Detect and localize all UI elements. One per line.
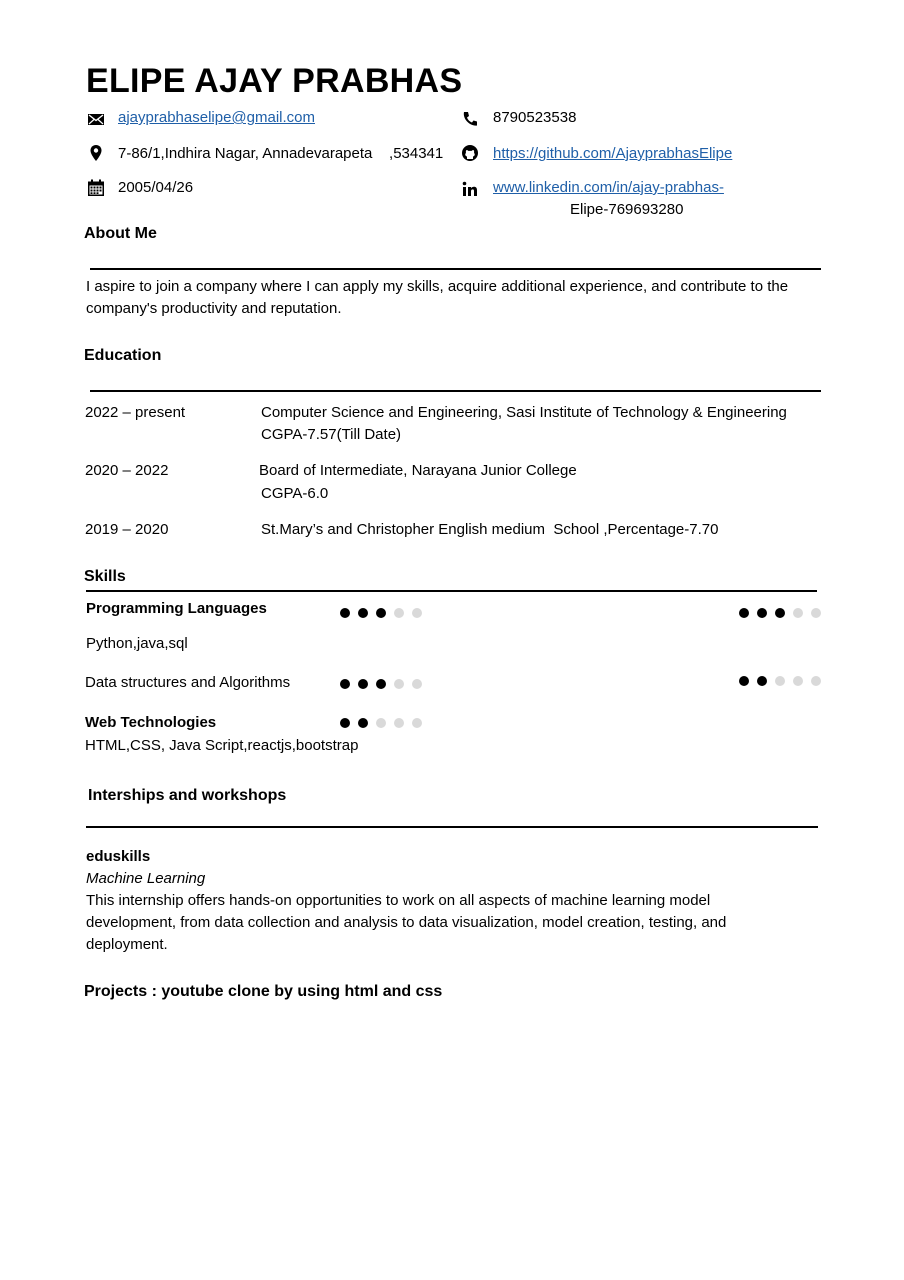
phone-icon bbox=[461, 110, 479, 128]
internship-title: Machine Learning bbox=[86, 870, 206, 887]
education-grade: CGPA-6.0 bbox=[261, 485, 329, 502]
rating-dot-filled bbox=[340, 608, 350, 618]
education-institution: Board of Intermediate, Narayana Junior College bbox=[259, 462, 577, 479]
rating-dot-empty bbox=[412, 679, 422, 689]
rating-dot-filled bbox=[358, 679, 368, 689]
education-grade: CGPA-7.57(Till Date) bbox=[261, 426, 402, 443]
envelope-icon bbox=[87, 110, 105, 128]
rating-dot-filled bbox=[739, 676, 749, 686]
skill-rating bbox=[340, 718, 422, 728]
rating-dot-empty bbox=[793, 676, 803, 686]
rating-dot-filled bbox=[358, 608, 368, 618]
skill-label: Data structures and Algorithms bbox=[85, 674, 291, 691]
linkedin-link[interactable]: www.linkedin.com/in/ajay-prabhas- bbox=[493, 179, 724, 196]
github-icon bbox=[461, 144, 479, 162]
skills-divider bbox=[86, 590, 817, 592]
rating-dot-empty bbox=[811, 608, 821, 618]
internships-divider bbox=[86, 826, 818, 828]
rating-dot-filled bbox=[340, 718, 350, 728]
internships-heading: Interships and workshops bbox=[88, 787, 287, 804]
github-link[interactable]: https://github.com/AjayprabhasElipe bbox=[493, 145, 733, 162]
rating-dot-filled bbox=[358, 718, 368, 728]
rating-dot-filled bbox=[757, 608, 767, 618]
rating-dot-empty bbox=[811, 676, 821, 686]
internship-org: eduskills bbox=[86, 848, 151, 865]
education-institution: St.Mary’s and Christopher English medium School ,Percentage-7.70 bbox=[261, 521, 719, 538]
education-period: 2019 – 2020 bbox=[85, 521, 169, 538]
location-pin-icon bbox=[87, 144, 105, 162]
about-heading: About Me bbox=[84, 225, 157, 242]
rating-dot-empty bbox=[394, 608, 404, 618]
projects-line: Projects : youtube clone by using html and css bbox=[84, 983, 443, 1000]
rating-dot-empty bbox=[412, 718, 422, 728]
rating-dot-empty bbox=[376, 718, 386, 728]
linkedin-link-continuation: Elipe-769693280 bbox=[570, 201, 684, 218]
rating-dot-empty bbox=[394, 718, 404, 728]
education-period: 2020 – 2022 bbox=[85, 462, 169, 479]
skill-label: Programming Languages bbox=[86, 600, 267, 617]
date-of-birth: 2005/04/26 bbox=[118, 179, 194, 196]
email-link[interactable]: ajayprabhaselipe@gmail.com bbox=[118, 109, 315, 126]
calendar-icon bbox=[87, 179, 105, 197]
linkedin-icon bbox=[461, 180, 479, 198]
rating-dot-filled bbox=[775, 608, 785, 618]
skill-rating bbox=[340, 608, 422, 618]
rating-dot-filled bbox=[376, 679, 386, 689]
skill-detail: Python,java,sql bbox=[86, 635, 188, 652]
resume-name: ELIPE AJAY PRABHAS bbox=[86, 62, 463, 100]
rating-dot-filled bbox=[340, 679, 350, 689]
rating-dot-empty bbox=[775, 676, 785, 686]
education-period: 2022 – present bbox=[85, 404, 186, 421]
rating-dot-empty bbox=[394, 679, 404, 689]
about-text: I aspire to join a company where I can apply my skills, acquire additional experience, and contribute to the company's productivity and reputation. bbox=[86, 278, 789, 317]
skill-rating-secondary bbox=[739, 676, 821, 686]
about-divider bbox=[90, 268, 821, 270]
rating-dot-filled bbox=[757, 676, 767, 686]
education-heading: Education bbox=[84, 347, 162, 364]
rating-dot-empty bbox=[412, 608, 422, 618]
education-institution: Computer Science and Engineering, Sasi Institute of Technology & Engineering bbox=[261, 404, 787, 421]
skills-heading: Skills bbox=[84, 568, 126, 585]
rating-dot-filled bbox=[376, 608, 386, 618]
internship-description: This internship offers hands-on opportunities to work on all aspects of machine learning model development, from data collection and analysis to data visualization, model creation, testing, and deployment. bbox=[86, 892, 727, 953]
skill-rating bbox=[340, 679, 422, 689]
skill-detail: HTML,CSS, Java Script,reactjs,bootstrap bbox=[85, 737, 359, 754]
address: 7-86/1,Indhira Nagar, Annadevarapeta ,534341 bbox=[118, 145, 444, 162]
rating-dot-filled bbox=[739, 608, 749, 618]
skill-rating-secondary bbox=[739, 608, 821, 618]
rating-dot-empty bbox=[793, 608, 803, 618]
phone-number: 8790523538 bbox=[493, 109, 577, 126]
education-divider bbox=[90, 390, 821, 392]
skill-label: Web Technologies bbox=[85, 714, 217, 731]
